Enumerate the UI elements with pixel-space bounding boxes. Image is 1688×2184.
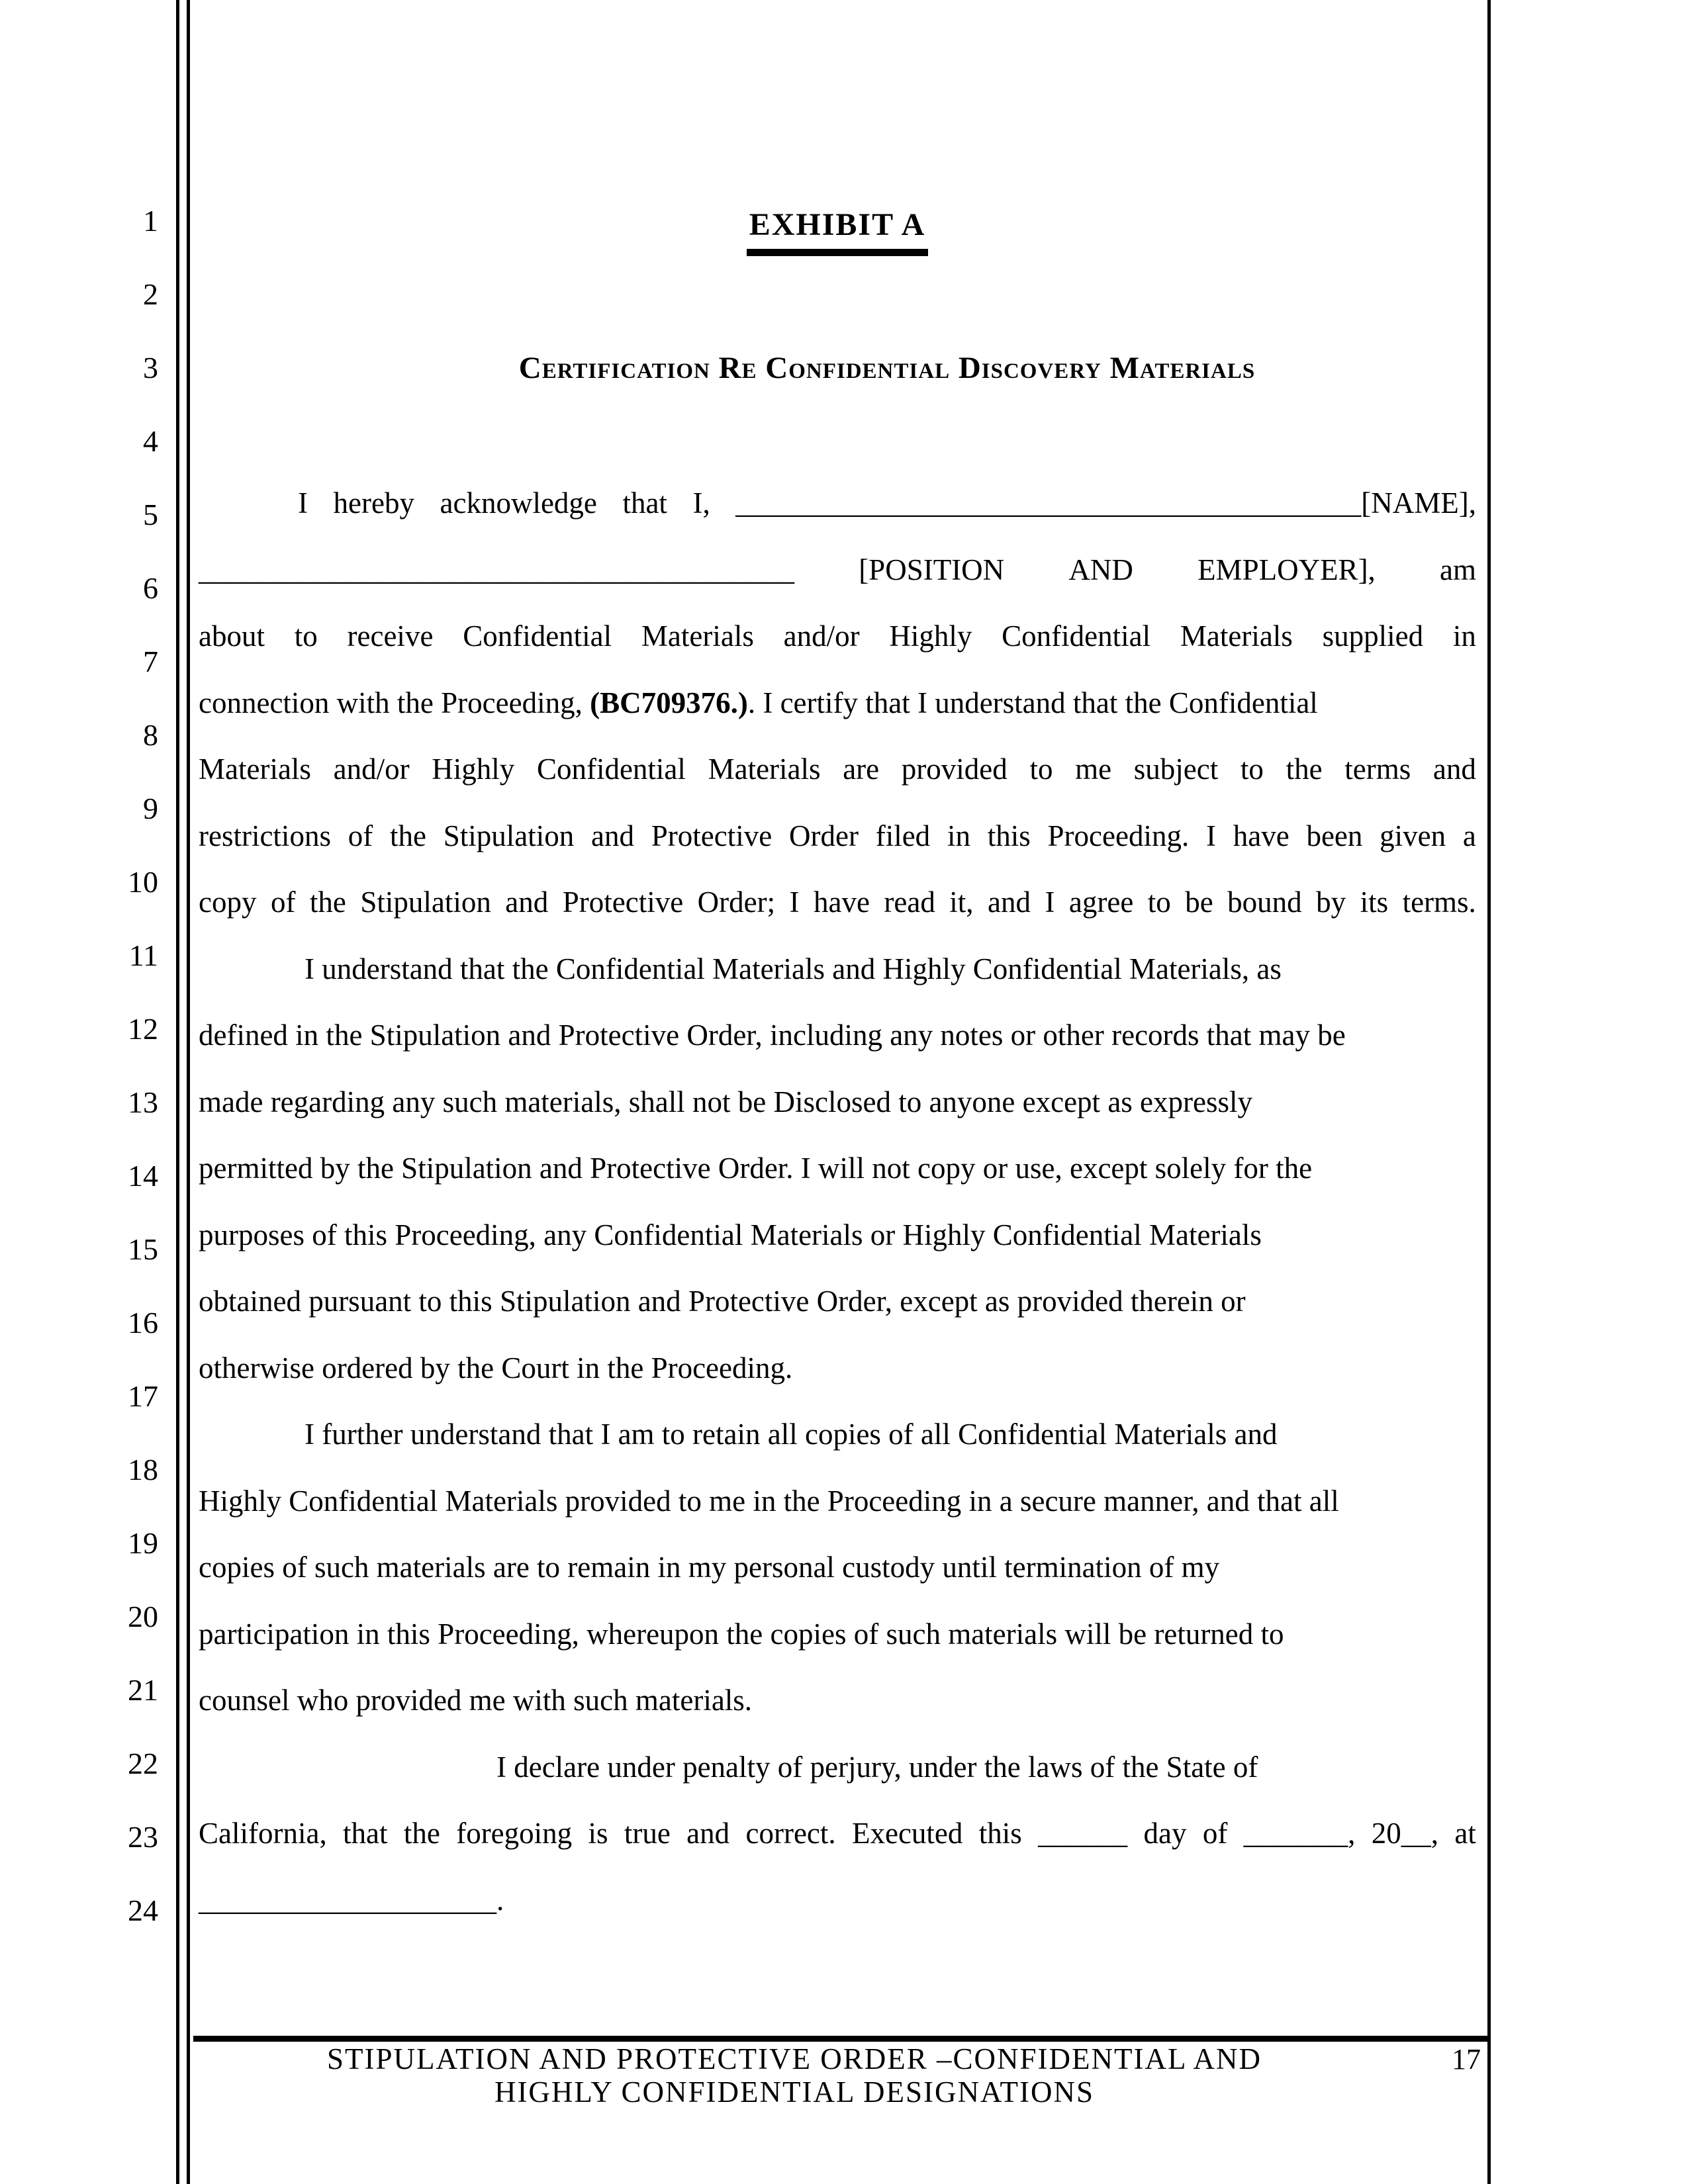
line-number: 1 <box>143 204 158 238</box>
line-number: 14 <box>128 1159 158 1193</box>
line-number-column <box>0 184 162 1947</box>
certification-body <box>199 470 1476 1933</box>
word: restrictions <box>199 819 331 852</box>
word: Materials <box>1180 619 1293 653</box>
word: to <box>1240 752 1264 786</box>
case-number-bold: (BC709376.) <box>590 686 748 719</box>
word: it, <box>949 886 974 919</box>
line-number: 7 <box>143 645 158 678</box>
word: Protective <box>651 819 773 852</box>
word: copy <box>199 886 257 919</box>
line-number: 19 <box>128 1526 158 1560</box>
word: provided <box>901 752 1008 786</box>
word: be <box>1185 886 1213 919</box>
word: this <box>987 819 1031 852</box>
line-number: 18 <box>128 1453 158 1486</box>
text-line: counsel who provided me with such materials. <box>199 1684 753 1717</box>
text-line <box>199 1800 1476 1867</box>
word: ______ <box>1038 1817 1128 1850</box>
word: I <box>789 886 800 919</box>
text-line: purposes of this Proceeding, any Confidential Materials or Highly Confidential Materials <box>199 1218 1262 1251</box>
line-number: 21 <box>128 1673 158 1707</box>
line-number: 20 <box>128 1600 158 1633</box>
line-number: 12 <box>128 1012 158 1046</box>
line-number: 2 <box>143 277 158 311</box>
pleading-left-rule-outer <box>176 0 179 2184</box>
word: read <box>884 886 935 919</box>
word: am <box>1440 553 1476 586</box>
text-line: I further understand that I am to retain all copies of all Confidential Materials and <box>305 1418 1278 1451</box>
text-line <box>199 470 1476 537</box>
word: 20__, <box>1371 1817 1438 1850</box>
footer-title-line2: HIGHLY CONFIDENTIAL DESIGNATIONS <box>494 2075 1095 2109</box>
word: day <box>1143 1817 1187 1850</box>
word: Order <box>788 819 859 852</box>
word: been <box>1306 819 1363 852</box>
word: Proceeding. <box>1047 819 1190 852</box>
word: California, <box>199 1817 327 1850</box>
paragraph-retention <box>199 1401 1476 1734</box>
word: at <box>1454 1817 1476 1850</box>
word: Stipulation <box>443 819 575 852</box>
line-number: 5 <box>143 498 158 531</box>
word: foregoing <box>456 1817 573 1850</box>
text-line: otherwise ordered by the Court in the Proceeding. <box>199 1351 793 1385</box>
word: its <box>1360 886 1389 919</box>
line-number: 17 <box>128 1379 158 1413</box>
text-line <box>199 869 1476 936</box>
text-line <box>199 736 1476 803</box>
pleading-right-rule <box>1487 0 1491 2184</box>
word: Confidential <box>536 752 686 786</box>
word: to <box>294 619 318 653</box>
line-number: 22 <box>128 1747 158 1780</box>
word: ________________________________________ <box>199 553 794 586</box>
word: I, <box>692 486 710 520</box>
word: by <box>1316 886 1346 919</box>
line-number: 4 <box>143 424 158 458</box>
word: Order; <box>697 886 776 919</box>
word: of <box>270 886 296 919</box>
word: me <box>1075 752 1112 786</box>
text-segment: . I certify that I understand that the Confidential <box>747 686 1318 719</box>
word: filed <box>875 819 931 852</box>
word: and <box>1432 752 1476 786</box>
word: supplied <box>1322 619 1424 653</box>
word: I <box>1045 886 1055 919</box>
word: of <box>348 819 373 852</box>
word: and <box>686 1817 730 1850</box>
certification-title: Certification Re Confidential Discovery Materials <box>518 351 1256 385</box>
line-number: 16 <box>128 1306 158 1340</box>
word: Highly <box>889 619 972 653</box>
line-number: 6 <box>143 571 158 605</box>
line-number: 3 <box>143 351 158 385</box>
paragraph-understanding <box>199 936 1476 1402</box>
text-segment: connection with the Proceeding, <box>199 686 590 719</box>
word: that <box>622 486 667 520</box>
word: have <box>814 886 870 919</box>
line-number: 23 <box>128 1820 158 1854</box>
word: receive <box>347 619 434 653</box>
line-number: 9 <box>143 792 158 825</box>
word: terms <box>1344 752 1411 786</box>
word: and/or <box>783 619 860 653</box>
word: the <box>389 819 426 852</box>
word: in <box>1452 619 1476 653</box>
word: __________________________________________[NAME], <box>735 486 1476 520</box>
word: the <box>403 1817 440 1850</box>
line-number: 13 <box>128 1085 158 1119</box>
footer-rule <box>193 2036 1487 2042</box>
word: to <box>1029 752 1053 786</box>
word: bound <box>1227 886 1302 919</box>
text-line <box>199 537 1476 604</box>
text-line: defined in the Stipulation and Protective Order, including any notes or other records that may be <box>199 1019 1346 1052</box>
text-line: I understand that the Confidential Materials and Highly Confidential Materials, as <box>305 952 1282 985</box>
word: Highly <box>432 752 515 786</box>
word: the <box>1286 752 1323 786</box>
word: in <box>947 819 970 852</box>
word: I <box>1205 819 1216 852</box>
word: given <box>1380 819 1446 852</box>
text-line: copies of such materials are to remain in my personal custody until termination of my <box>199 1551 1220 1584</box>
text-line: Highly Confidential Materials provided to me in the Proceeding in a secure manner, and that all <box>199 1484 1339 1518</box>
word: Materials <box>199 752 311 786</box>
word: acknowledge <box>440 486 597 520</box>
word: and/or <box>333 752 410 786</box>
line-number: 15 <box>128 1232 158 1266</box>
word: that <box>343 1817 388 1850</box>
word: Confidential <box>463 619 612 653</box>
text-line: made regarding any such materials, shall not be Disclosed to anyone except as expressly <box>199 1085 1253 1118</box>
word: this <box>978 1817 1022 1850</box>
word: the <box>309 886 346 919</box>
paragraph-acknowledgement <box>199 470 1476 936</box>
word: a <box>1462 819 1476 852</box>
word: subject <box>1133 752 1219 786</box>
word: Stipulation <box>360 886 491 919</box>
line-number: 11 <box>128 938 158 972</box>
exhibit-title <box>199 209 1476 256</box>
text-line <box>199 603 1476 670</box>
word: agree <box>1068 886 1134 919</box>
text-line: I declare under penalty of perjury, under the laws of the State of <box>496 1750 1258 1784</box>
word: I <box>298 486 308 520</box>
word: of <box>1202 1817 1228 1850</box>
text-line: participation in this Proceeding, whereupon the copies of such materials will be returned to <box>199 1617 1284 1651</box>
footer-title <box>199 2042 1390 2109</box>
word: Materials <box>641 619 754 653</box>
word: about <box>199 619 265 653</box>
footer-title-line1: STIPULATION AND PROTECTIVE ORDER –CONFIDENTIAL AND <box>326 2042 1262 2075</box>
word: Protective <box>562 886 684 919</box>
word: have <box>1233 819 1289 852</box>
word: and <box>988 886 1031 919</box>
word: and <box>591 819 634 852</box>
text-line <box>199 670 1476 737</box>
line-number: 24 <box>128 1893 158 1927</box>
line-number: 10 <box>128 865 158 899</box>
pleading-left-rule-inner <box>187 0 190 2184</box>
word: are <box>843 752 880 786</box>
word: EMPLOYER], <box>1197 553 1376 586</box>
word: and <box>505 886 549 919</box>
word: AND <box>1068 553 1133 586</box>
word: terms. <box>1402 886 1476 919</box>
text-line: permitted by the Stipulation and Protective Order. I will not copy or use, except solely for the <box>199 1152 1313 1185</box>
word: Executed <box>852 1817 963 1850</box>
page-number: 17 <box>1452 2043 1481 2075</box>
word: Materials <box>708 752 821 786</box>
word: to <box>1147 886 1171 919</box>
word: true <box>624 1817 671 1850</box>
word: is <box>588 1817 608 1850</box>
text-line: obtained pursuant to this Stipulation and Protective Order, except as provided therein or <box>199 1285 1246 1318</box>
word: Confidential <box>1002 619 1151 653</box>
text-line <box>199 803 1476 870</box>
line-number: 8 <box>143 718 158 752</box>
word: correct. <box>745 1817 836 1850</box>
word: _______, <box>1243 1817 1356 1850</box>
text-line: ____________________. <box>199 1883 504 1917</box>
word: hereby <box>333 486 414 520</box>
paragraph-declaration <box>199 1734 1476 1934</box>
word: [POSITION <box>859 553 1005 586</box>
exhibit-title-text: EXHIBIT A <box>747 209 929 256</box>
